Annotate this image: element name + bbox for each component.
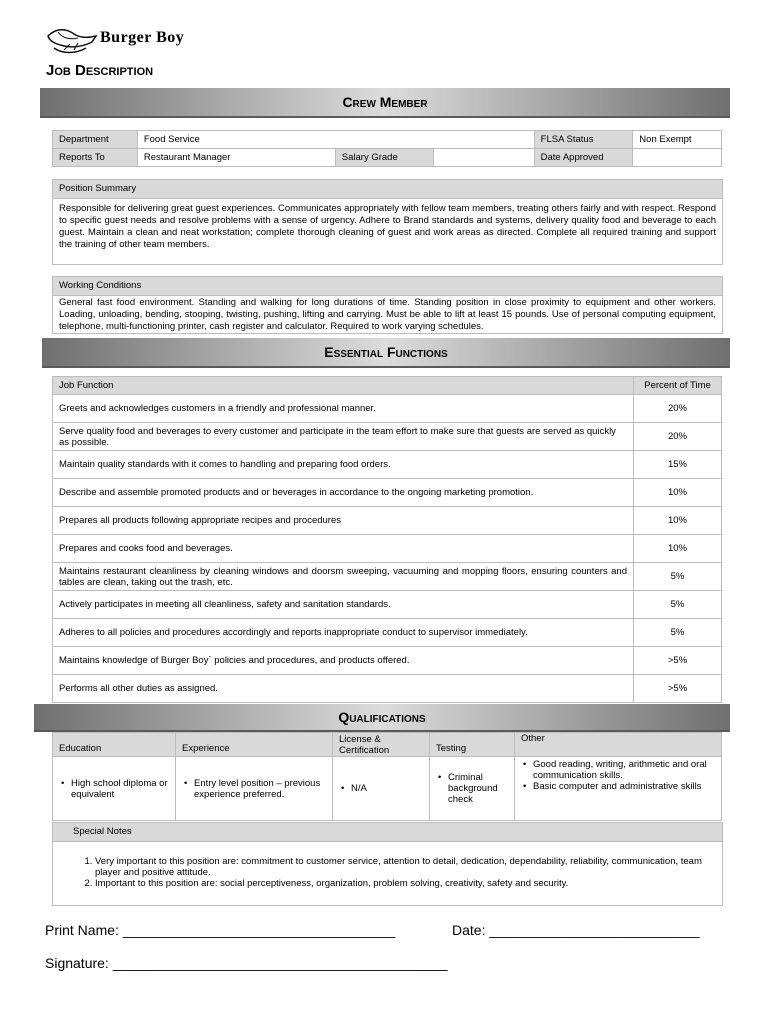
print-name-line: Print Name: ___________________________________ bbox=[45, 922, 396, 938]
function-percent: 15% bbox=[634, 451, 722, 479]
qualifications-banner bbox=[34, 704, 730, 732]
function-text: Maintains knowledge of Burger Boy` policies and procedures, and products offered. bbox=[53, 647, 634, 675]
col-job-function: Job Function bbox=[53, 377, 634, 395]
function-row bbox=[53, 507, 722, 535]
function-row bbox=[53, 535, 722, 563]
essential-functions-table bbox=[52, 376, 722, 703]
position-summary-text: Responsible for delivering great guest experiences. Communicates appropriately with fellow team members, treating others fairly and with respect. Respond to specific guest needs and resolve problems with a sense of urgency. Adhere to Brand standards and systems, delivery quality food and beverage to each guest. Maintain a clean and neat workstation; complete thorough cleaning of guest and work areas as directed. Complete all required training and support the training of other team members. bbox=[59, 203, 716, 250]
function-row bbox=[53, 563, 722, 591]
function-percent: >5% bbox=[634, 647, 722, 675]
function-percent: 10% bbox=[634, 507, 722, 535]
testing-value: • Criminal background check bbox=[436, 772, 508, 805]
qualifications-title: Qualifications bbox=[338, 709, 426, 725]
other-value: • Basic computer and administrative skills bbox=[521, 781, 715, 792]
col-license-certification: License & Certification bbox=[333, 733, 430, 757]
crew-member-title: Crew Member bbox=[342, 94, 428, 110]
function-text: Serve quality food and beverages to every customer and participate in the team effort to make sure that guests are served as quickly as possible. bbox=[53, 423, 634, 451]
function-text: Performs all other duties as assigned. bbox=[53, 675, 634, 703]
function-row bbox=[53, 619, 722, 647]
essential-functions-banner bbox=[42, 338, 730, 368]
special-note: 2. Important to this position are: social perceptiveness, organization, problem solving, creativity, safety and security. bbox=[95, 878, 716, 889]
qualifications-table bbox=[52, 732, 722, 821]
function-percent: 5% bbox=[634, 563, 722, 591]
experience-value: • Entry level position – previous experience preferred. bbox=[182, 778, 326, 800]
function-text: Maintains restaurant cleanliness by cleaning windows and doorsm sweeping, vacuuming and mopping floors, ensuring counters and tables are clean, taking out the trash, etc. bbox=[53, 563, 634, 591]
function-percent: 20% bbox=[634, 395, 722, 423]
education-value: • High school diploma or equivalent bbox=[59, 778, 169, 800]
special-notes-title: Special Notes bbox=[53, 823, 722, 842]
function-text: Actively participates in meeting all cleanliness, safety and sanitation standards. bbox=[53, 591, 634, 619]
function-row bbox=[53, 591, 722, 619]
function-percent: 10% bbox=[634, 479, 722, 507]
function-text: Prepares all products following appropriate recipes and procedures bbox=[53, 507, 634, 535]
job-info-table bbox=[52, 130, 722, 167]
department-label: Department bbox=[53, 131, 138, 149]
date-approved-label: Date Approved bbox=[534, 149, 633, 167]
col-percent-of-time: Percent of Time bbox=[634, 377, 722, 395]
function-text: Describe and assemble promoted products and or beverages in accordance to the ongoing marketing promotion. bbox=[53, 479, 634, 507]
function-percent: 20% bbox=[634, 423, 722, 451]
essential-functions-title: Essential Functions bbox=[324, 344, 448, 360]
flsa-label: FLSA Status bbox=[534, 131, 633, 149]
date-line: Date: ___________________________ bbox=[452, 922, 700, 938]
special-notes-list bbox=[95, 856, 716, 889]
function-text: Greets and acknowledges customers in a friendly and professional manner. bbox=[53, 395, 634, 423]
position-summary-box bbox=[52, 179, 723, 265]
col-education: Education bbox=[53, 733, 176, 757]
function-text: Maintain quality standards with it comes to handling and preparing food orders. bbox=[53, 451, 634, 479]
salary-grade-label: Salary Grade bbox=[335, 149, 434, 167]
position-summary-title: Position Summary bbox=[53, 180, 722, 199]
function-percent: 5% bbox=[634, 591, 722, 619]
col-other: Other bbox=[515, 733, 722, 757]
function-percent: 10% bbox=[634, 535, 722, 563]
salary-grade-value bbox=[434, 149, 534, 167]
function-row bbox=[53, 395, 722, 423]
working-conditions-title: Working Conditions bbox=[53, 277, 722, 296]
function-row bbox=[53, 423, 722, 451]
flsa-value: Non Exempt bbox=[633, 131, 722, 149]
col-testing: Testing bbox=[430, 733, 515, 757]
function-row bbox=[53, 451, 722, 479]
crew-member-banner bbox=[40, 88, 730, 118]
working-conditions-box bbox=[52, 276, 723, 334]
license-value: • N/A bbox=[339, 783, 423, 794]
reports-to-value: Restaurant Manager bbox=[137, 149, 335, 167]
function-percent: >5% bbox=[634, 675, 722, 703]
working-conditions-text: General fast food environment. Standing and walking for long durations of time. Standing position in close proximity to equipment and other workers. Loading, unloading, bending, stooping, twisting, pushing, lifting and carrying. Must be able to lift at least 15 pounds. Use of personal computing equipment, telephone, multi-functioning printer, cash register and calculator. Required to work varying schedules. bbox=[59, 297, 716, 332]
department-value: Food Service bbox=[137, 131, 534, 149]
function-text: Prepares and cooks food and beverages. bbox=[53, 535, 634, 563]
document-title: Job Description bbox=[46, 62, 154, 79]
function-percent: 5% bbox=[634, 619, 722, 647]
other-value: • Good reading, writing, arithmetic and oral communication skills. bbox=[521, 759, 715, 781]
col-experience: Experience bbox=[176, 733, 333, 757]
reports-to-label: Reports To bbox=[53, 149, 138, 167]
function-text: Adheres to all policies and procedures accordingly and reports inappropriate conduct to supervisor immediately. bbox=[53, 619, 634, 647]
function-row bbox=[53, 675, 722, 703]
function-row bbox=[53, 479, 722, 507]
brand-name: Burger Boy bbox=[100, 29, 185, 46]
function-row bbox=[53, 647, 722, 675]
signature-line: Signature: ___________________________________________ bbox=[45, 955, 448, 971]
date-approved-value bbox=[633, 149, 722, 167]
special-note: 1. Very important to this position are: commitment to customer service, attention to detail, dedication, dependability, reliability, communication, team player and positive attitude. bbox=[95, 856, 716, 878]
special-notes-box bbox=[52, 822, 723, 906]
